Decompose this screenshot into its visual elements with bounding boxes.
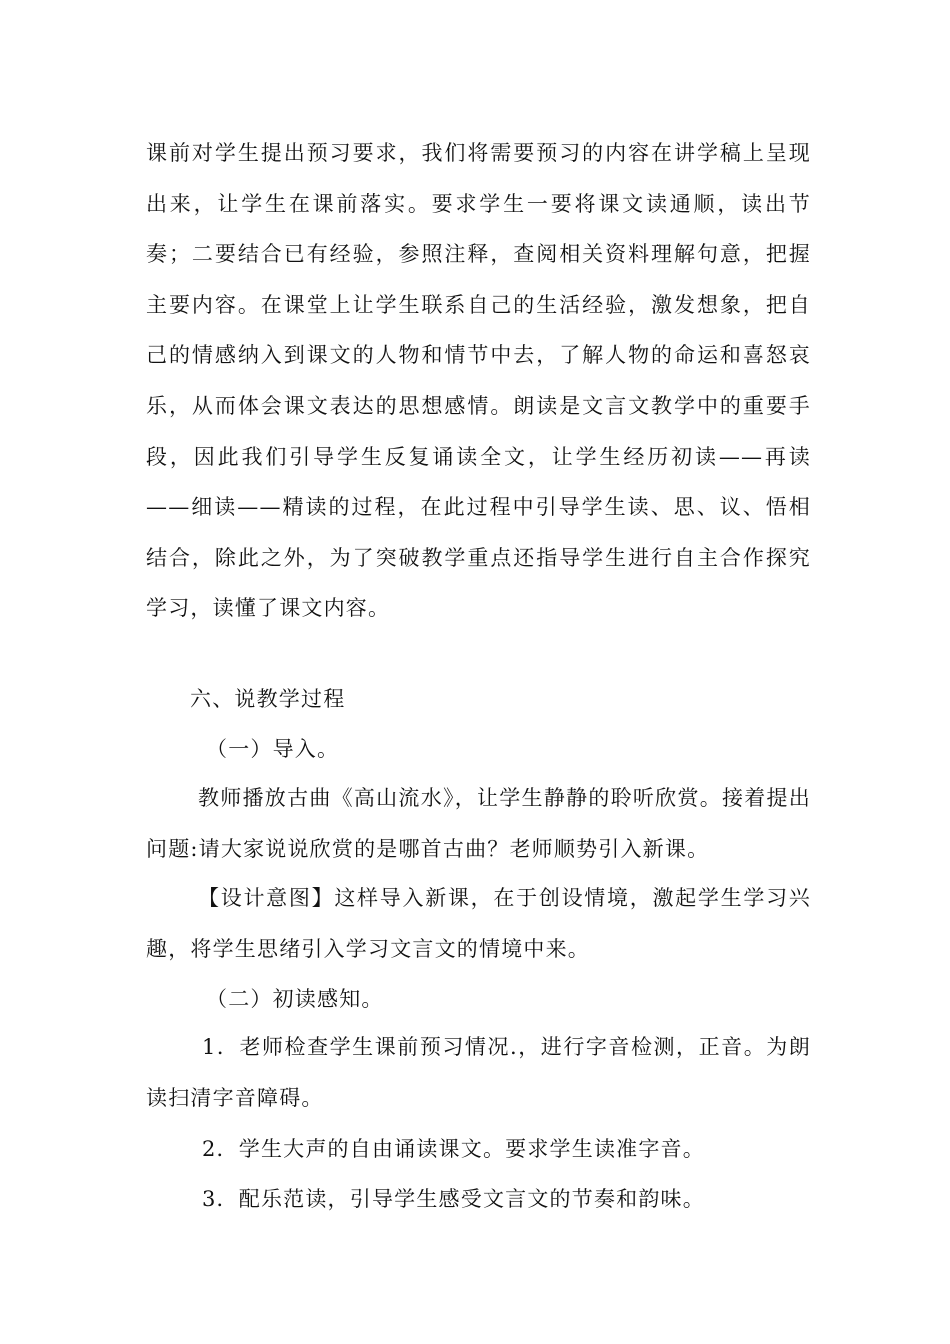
- list-item-3: 3．配乐范读，引导学生感受文言文的节奏和韵味。: [202, 1187, 705, 1211]
- list-item-2: 2．学生大声的自由诵读课文。要求学生读准字音。: [202, 1137, 705, 1161]
- list-item-1: 1．老师检查学生课前预习情况.，进行字音检测，正音。为朗读扫清字音障碍。: [146, 1035, 811, 1110]
- section-heading-teaching-process: 六、说教学过程: [190, 687, 346, 711]
- paragraph-introduction: 教师播放古曲《高山流水》，让学生静静的聆听欣赏。接着提出问题:请大家说说欣赏的是哪首古曲？老师顺势引入新课。: [146, 786, 811, 861]
- paragraph-preview-requirements: 课前对学生提出预习要求，我们将需要预习的内容在讲学稿上呈现出来，让学生在课前落实。要求学生一要将课文读通顺，读出节奏；二要结合已有经验，参照注释，查阅相关资料理解句意，把握主要内容。在课堂上让学生联系自己的生活经验，激发想象，把自己的情感纳入到课文的人物和情节中去，了解人物的命运和喜怒哀乐，从而体会课文表达的思想感情。朗读是文言文教学中的重要手段，因此我们引导学生反复诵读全文，让学生经历初读——再读——细读——精读的过程，在此过程中引导学生读、思、议、悟相结合，除此之外，为了突破教学重点还指导学生进行自主合作探究学习，读懂了课文内容。: [146, 141, 811, 621]
- paragraph-design-intent: 【设计意图】这样导入新课，在于创设情境，激起学生学习兴趣，将学生思绪引入学习文言文的情境中来。: [146, 886, 811, 961]
- subheading-first-reading: （二）初读感知。: [206, 987, 384, 1011]
- subheading-introduction: （一）导入。: [206, 737, 340, 761]
